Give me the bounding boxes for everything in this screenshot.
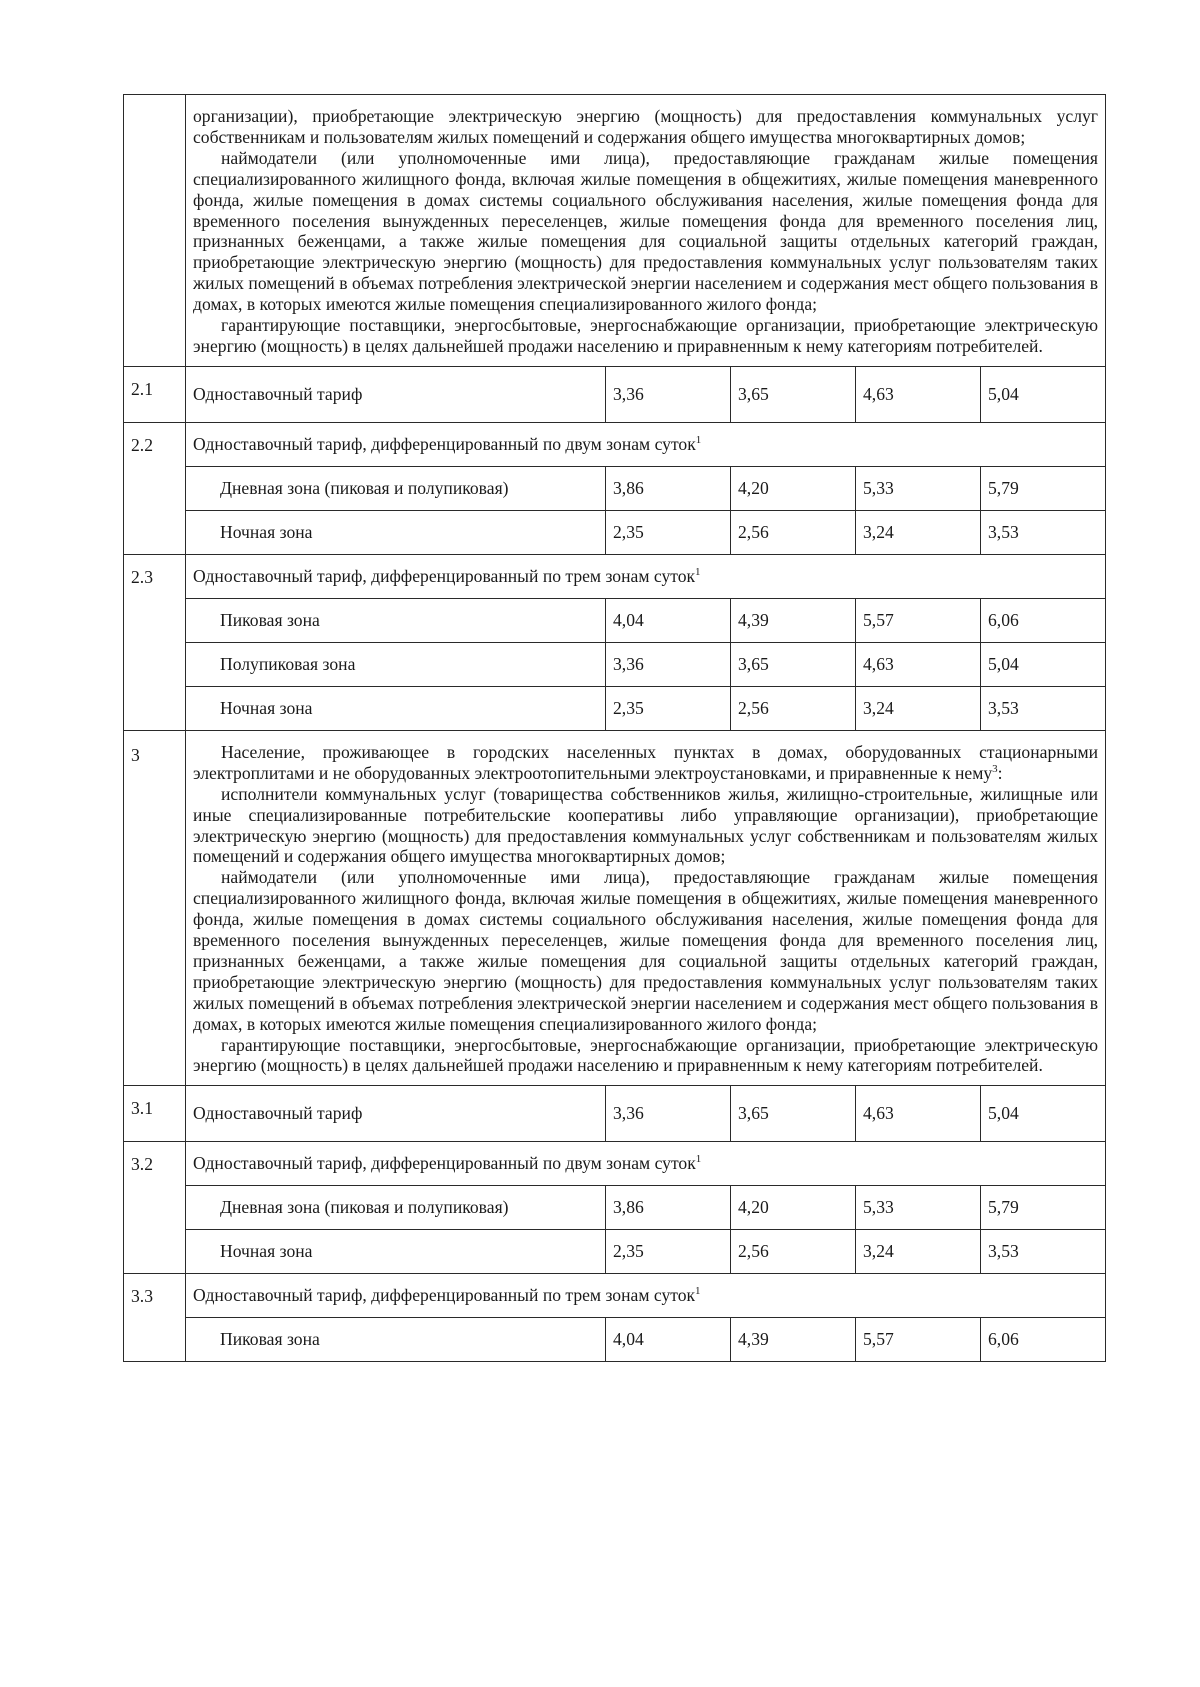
row-heading (186, 1142, 1106, 1186)
value-cell: 2,35 (606, 1230, 731, 1274)
row-heading-text: Одноставочный тариф, дифференцированный по двум зонам суток (193, 433, 696, 454)
value-cell: 5,79 (981, 1186, 1106, 1230)
value-cell: 3,24 (856, 686, 981, 730)
row-number: 3.3 (124, 1274, 186, 1362)
section-text-cell (186, 730, 1106, 1086)
table-row (124, 422, 1106, 466)
value-cell: 3,65 (731, 642, 856, 686)
table-row (124, 686, 1106, 730)
table-row (124, 366, 1106, 422)
table-row (124, 598, 1106, 642)
row-heading (186, 554, 1106, 598)
value-cell: 4,39 (731, 1318, 856, 1362)
footnote-mark: 1 (695, 566, 701, 579)
value-cell: 4,20 (731, 466, 856, 510)
table-row (124, 1274, 1106, 1318)
section-paragraph (193, 742, 1098, 784)
value-cell: 2,35 (606, 510, 731, 554)
section-paragraph: исполнители коммунальных услуг (товарищества собственников жилья, жилищно-строительные, жилищные или иные специализированные потребительские кооперативы либо управляющие организации), приобретающие электрическую энергию (мощность) для предоставления коммунальных услуг собственникам и пользователям жилых помещений и содержания общего имущества многоквартирных домов; (193, 783, 1099, 867)
value-cell: 2,35 (606, 686, 731, 730)
value-cell: 3,53 (981, 510, 1106, 554)
row-heading (186, 422, 1106, 466)
value-cell: 4,63 (856, 1086, 981, 1142)
value-cell: 3,24 (856, 1230, 981, 1274)
value-cell: 2,56 (731, 510, 856, 554)
value-cell: 3,86 (606, 466, 731, 510)
value-cell: 5,04 (981, 366, 1106, 422)
value-cell: 3,53 (981, 1230, 1106, 1274)
row-label: Пиковая зона (186, 598, 606, 642)
footnote-mark: 1 (695, 434, 702, 447)
table-row (124, 1230, 1106, 1274)
table-row (124, 642, 1106, 686)
value-cell: 4,63 (856, 642, 981, 686)
section-lead-text: Население, проживающее в городских населенных пунктах в домах, оборудованных стационарными электроплитами и не оборудованных электроотопительными электроустановками, и приравненные к нему (193, 741, 1099, 783)
row-label: Одноставочный тариф (186, 1086, 606, 1142)
intro-paragraph: организации), приобретающие электрическую энергию (мощность) для предоставления коммунальных услуг собственникам и пользователям жилых помещений и содержания общего имущества многоквартирных домов; (193, 106, 1099, 147)
row-number: 2.1 (124, 366, 186, 422)
value-cell: 6,06 (981, 1318, 1106, 1362)
value-cell: 4,04 (606, 598, 731, 642)
row-label: Ночная зона (186, 1230, 606, 1274)
row-label: Дневная зона (пиковая и полупиковая) (186, 466, 606, 510)
intro-paragraph: наймодатели (или уполномоченные ими лица), предоставляющие гражданам жилые помещения специализированного жилищного фонда, включая жилые помещения в общежитиях, жилые помещения маневренного фонда, жилые помещения в домах системы социального обслуживания населения, жилые помещения фонда для временного поселения вынужденных переселенцев, жилые помещения фонда для временного поселения лиц, признанных беженцами, а также жилые помещения для социальной защиты отдельных категорий граждан, приобретающие электрическую энергию (мощность) для предоставления коммунальных услуг пользователям таких жилых помещений в объемах потребления электрической энергии населением и содержания мест общего пользования в домах, в которых имеются жилые помещения специализированного жилого фонда; (193, 147, 1099, 315)
row-label: Пиковая зона (186, 1318, 606, 1362)
row-heading-text: Одноставочный тариф, дифференцированный по трем зонам суток (193, 565, 696, 586)
table-row (124, 1318, 1106, 1362)
row-number: 3.2 (124, 1142, 186, 1274)
value-cell: 3,65 (731, 366, 856, 422)
tariff-table (123, 94, 1106, 1362)
intro-paragraph: гарантирующие поставщики, энергосбытовые, энергоснабжающие организации, приобретающие электрическую энергию (мощность) в целях дальнейшей продажи населению и приравненным к нему категориям потребителей. (193, 315, 1099, 356)
value-cell: 6,06 (981, 598, 1106, 642)
row-number: 2.2 (124, 422, 186, 554)
value-cell: 3,36 (606, 366, 731, 422)
footnote-mark: 1 (695, 1153, 702, 1166)
value-cell: 4,63 (856, 366, 981, 422)
table-row (124, 1186, 1106, 1230)
value-cell: 2,56 (731, 1230, 856, 1274)
section-paragraph: наймодатели (или уполномоченные ими лица), предоставляющие гражданам жилые помещения специализированного жилищного фонда, включая жилые помещения в общежитиях, жилые помещения маневренного фонда, жилые помещения в домах системы социального обслуживания населения, жилые помещения фонда для временного поселения вынужденных переселенцев, жилые помещения фонда для временного поселения лиц, признанных беженцами, а также жилые помещения для социальной защиты отдельных категорий граждан, приобретающие электрическую энергию (мощность) для предоставления коммунальных услуг пользователям таких жилых помещений в объемах потребления электрической энергии населением и содержания мест общего пользования в домах, в которых имеются жилые помещения специализированного жилого фонда; (193, 867, 1099, 1034)
value-cell: 5,57 (856, 1318, 981, 1362)
footnote-mark: 1 (695, 1285, 701, 1298)
row-number-cell (124, 95, 186, 367)
value-cell: 5,04 (981, 642, 1106, 686)
intro-row (124, 95, 1106, 367)
row-label: Полупиковая зона (186, 642, 606, 686)
table-row (124, 466, 1106, 510)
section-paragraph: гарантирующие поставщики, энергосбытовые, энергоснабжающие организации, приобретающие электрическую энергию (мощность) в целях дальнейшей продажи населению и приравненным к нему категориям потребителей. (193, 1034, 1099, 1076)
value-cell: 4,39 (731, 598, 856, 642)
value-cell: 4,20 (731, 1186, 856, 1230)
value-cell: 5,33 (856, 1186, 981, 1230)
row-heading (186, 1274, 1106, 1318)
row-label: Дневная зона (пиковая и полупиковая) (186, 1186, 606, 1230)
value-cell: 5,79 (981, 466, 1106, 510)
footnote-mark: 3 (992, 762, 998, 775)
table-row (124, 554, 1106, 598)
value-cell: 5,57 (856, 598, 981, 642)
row-number: 3.1 (124, 1086, 186, 1142)
intro-text-cell (186, 95, 1106, 367)
row-number: 3 (124, 730, 186, 1086)
value-cell: 3,53 (981, 686, 1106, 730)
value-cell: 4,04 (606, 1318, 731, 1362)
section-lead-colon: : (997, 762, 1003, 783)
value-cell: 5,04 (981, 1086, 1106, 1142)
row-label: Одноставочный тариф (186, 366, 606, 422)
table-row (124, 1086, 1106, 1142)
value-cell: 3,36 (606, 642, 731, 686)
row-label: Ночная зона (186, 686, 606, 730)
value-cell: 3,36 (606, 1086, 731, 1142)
value-cell: 5,33 (856, 466, 981, 510)
value-cell: 2,56 (731, 686, 856, 730)
value-cell: 3,65 (731, 1086, 856, 1142)
row-heading-text: Одноставочный тариф, дифференцированный по двум зонам суток (193, 1153, 696, 1174)
section-row (124, 730, 1106, 1086)
value-cell: 3,24 (856, 510, 981, 554)
row-number: 2.3 (124, 554, 186, 730)
value-cell: 3,86 (606, 1186, 731, 1230)
table-row (124, 1142, 1106, 1186)
table-row (124, 510, 1106, 554)
row-heading-text: Одноставочный тариф, дифференцированный по трем зонам суток (193, 1285, 696, 1306)
row-label: Ночная зона (186, 510, 606, 554)
